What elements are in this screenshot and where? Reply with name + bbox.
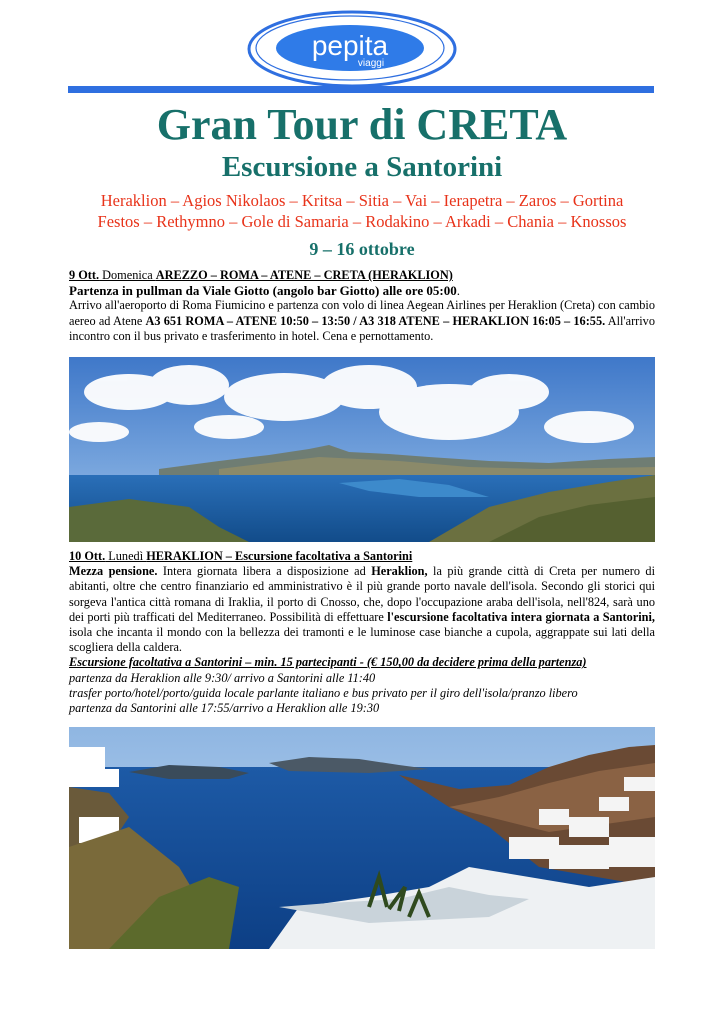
day2-line-3-text: partenza da Santorini alle 17:55/arrivo a Heraklion alle 19:30 bbox=[69, 701, 380, 716]
day2-text3: isola che incanta il mondo con la bellezza dei tramonti e le luminose case bianche a cupola, aggrappate sui lati della scogliera della caldera. bbox=[69, 625, 655, 655]
day1-section bbox=[69, 268, 655, 344]
page-subtitle: Escursione a Santorini bbox=[221, 151, 503, 183]
day1-heading bbox=[69, 268, 655, 283]
day2-optional-title bbox=[69, 655, 655, 670]
day1-route: AREZZO – ROMA – ATENE – CRETA (HERAKLION) bbox=[155, 268, 453, 282]
day2-date: 10 Ott. bbox=[69, 549, 106, 563]
day2-line-2 bbox=[69, 686, 655, 701]
crete-bay-image bbox=[69, 357, 655, 542]
tour-dates: 9 – 16 ottobre bbox=[309, 239, 415, 259]
page-title: Gran Tour di CRETA bbox=[156, 100, 568, 149]
day1-body bbox=[69, 298, 655, 344]
day1-text1: Arrivo all'aeroporto di Roma Fiumicino e partenza con volo di linea Aegean Airlines per Heraklion (Creta) con cambio aereo ad Atene bbox=[69, 298, 655, 328]
crete-bay-photo bbox=[69, 357, 655, 542]
day1-departure-text: Partenza in pullman da Viale Giotto (angolo bar Giotto) alle ore 05:00 bbox=[69, 283, 457, 299]
logo-sub: viaggi bbox=[357, 58, 385, 69]
day2-section bbox=[69, 549, 655, 716]
day2-excursion: l'escursione facoltativa intera giornata a Santorini, bbox=[387, 609, 655, 624]
day2-body bbox=[69, 564, 655, 655]
day2-text2: la più grande città di Creta per numero di abitanti, oltre che centro finanziario ed amministrativo è il più grande porto navale dell'isola. Secondo gli storici qui sorgeva l'antica città romana di Iraklia, il porto di Cnosso, che, dopo l'occupazione araba dell'isola, nell'824, sarà uno dei porti più trafficati del Mediterraneo. Possibilità di effettuare bbox=[69, 564, 655, 624]
day2-text1: Intera giornata libera a disposizione ad bbox=[157, 564, 372, 579]
day2-line-1-text: partenza da Heraklion alle 9:30/ arrivo a Santorini alle 11:40 bbox=[69, 670, 376, 685]
header-divider bbox=[68, 86, 654, 93]
day1-text2: All'arrivo incontro con il bus privato e trasferimento in hotel. Cena e pernottamento. bbox=[69, 313, 655, 343]
day2-line-2-text: trasfer porto/hotel/porto/guida locale parlante italiano e bus privato per il giro dell'isola/pranzo libero bbox=[69, 685, 578, 700]
tour-route bbox=[60, 190, 664, 232]
logo-graphic bbox=[247, 8, 457, 90]
route-line-2: Festos – Rethymno – Gole di Samaria – Rodakino – Arkadi – Chania – Knossos bbox=[97, 212, 627, 231]
day2-heading bbox=[69, 549, 655, 564]
day2-heraklion: Heraklion, bbox=[371, 564, 428, 579]
pepita-viaggi-logo bbox=[247, 8, 457, 90]
day1-date: 9 Ott. bbox=[69, 268, 100, 282]
santorini-caldera-image bbox=[69, 727, 655, 949]
santorini-caldera-photo bbox=[69, 727, 655, 949]
logo-name: pepita bbox=[311, 30, 389, 61]
day1-departure bbox=[69, 283, 655, 298]
route-line-1: Heraklion – Agios Nikolaos – Kritsa – Sitia – Vai – Ierapetra – Zaros – Gortina bbox=[100, 191, 624, 210]
day1-flights: A3 651 ROMA – ATENE 10:50 – 13:50 / A3 318 ATENE – HERAKLION 16:05 – 16:55. bbox=[145, 313, 606, 328]
day2-optional-title-text: Escursione facoltativa a Santorini – min. 15 partecipanti - (€ 150,00 da decidere prima della partenza) bbox=[69, 655, 587, 670]
day2-weekday: Lunedì bbox=[105, 549, 147, 563]
day1-departure-end: . bbox=[456, 283, 460, 299]
day2-route: HERAKLION – Escursione facoltativa a Santorini bbox=[146, 549, 413, 563]
day2-line-3 bbox=[69, 701, 655, 716]
day1-weekday: Domenica bbox=[99, 268, 156, 282]
day2-half-board: Mezza pensione. bbox=[69, 564, 158, 579]
day2-line-1 bbox=[69, 671, 655, 686]
